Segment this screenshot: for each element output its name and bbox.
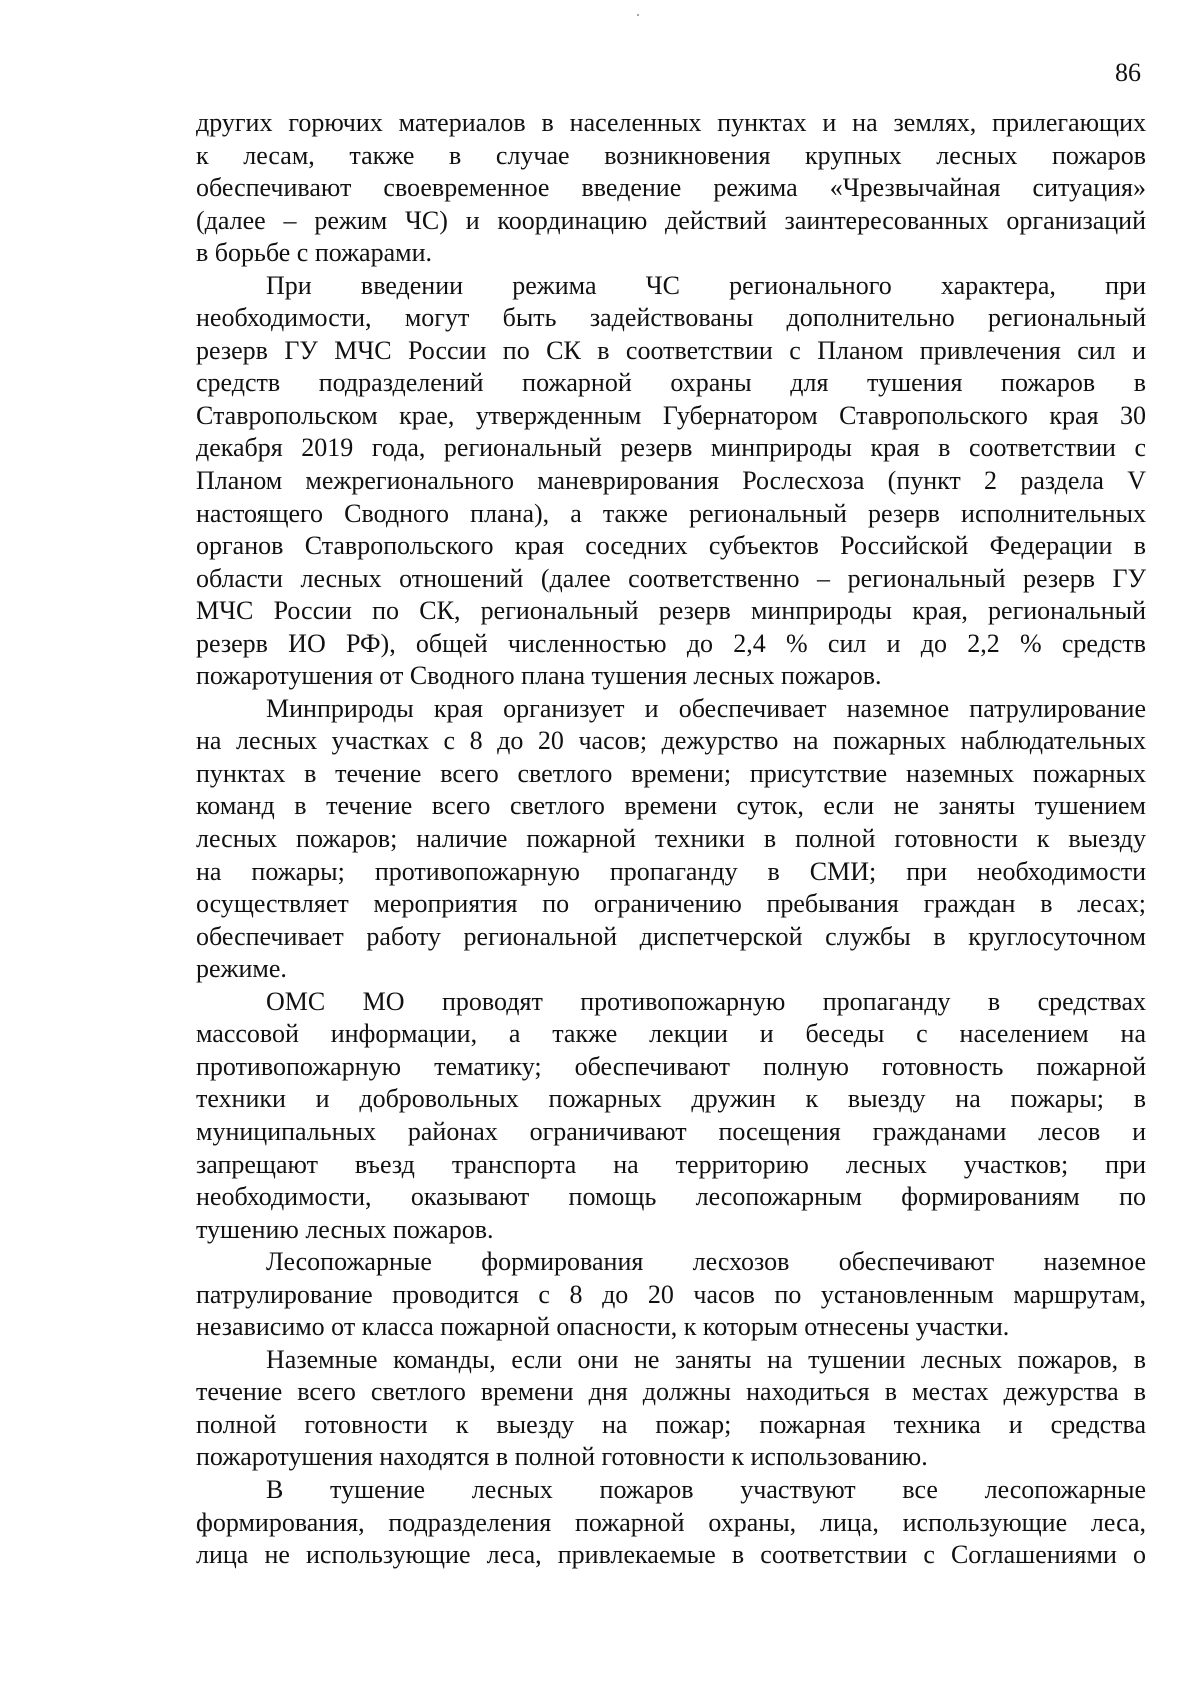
text-line: пожаротушения находятся в полной готовности к использованию. xyxy=(196,1442,928,1472)
text-line: резерв ГУ МЧС России по СК в соответствии с Планом привлечения сил и xyxy=(196,335,1146,365)
text-line: Минприроды края организует и обеспечивает наземное патрулирование xyxy=(266,693,1146,723)
text-line: полной готовности к выезду на пожар; пожарная техника и средства xyxy=(196,1409,1146,1439)
text-line: массовой информации, а также лекции и беседы с населением на xyxy=(196,1019,1146,1049)
text-line: обеспечивает работу региональной диспетчерской службы в круглосуточном xyxy=(196,921,1146,951)
text-line: в борьбе с пожарами. xyxy=(196,238,433,268)
text-line: МЧС России по СК, региональный резерв минприроды края, региональный xyxy=(196,596,1146,626)
text-line: тушению лесных пожаров. xyxy=(196,1214,494,1244)
text-line: осуществляет мероприятия по ограничению пребывания граждан в лесах; xyxy=(196,889,1146,919)
text-line: противопожарную тематику; обеспечивают полную готовность пожарной xyxy=(196,1051,1146,1081)
text-line: на лесных участках с 8 до 20 часов; дежурство на пожарных наблюдательных xyxy=(196,726,1146,756)
text-line: команд в течение всего светлого времени суток, если не заняты тушением xyxy=(196,791,1146,821)
text-line: При введении режима ЧС регионального характера, при xyxy=(266,270,1146,300)
text-line: запрещают въезд транспорта на территорию лесных участков; при xyxy=(196,1149,1146,1179)
text-line: пунктах в течение всего светлого времени; присутствие наземных пожарных xyxy=(196,758,1146,788)
text-line: В тушение лесных пожаров участвуют все лесопожарные xyxy=(266,1474,1146,1504)
text-line: настоящего Сводного плана), а также региональный резерв исполнительных xyxy=(196,498,1146,528)
text-line: на пожары; противопожарную пропаганду в СМИ; при необходимости xyxy=(196,856,1146,886)
page-number: 86 xyxy=(1115,58,1141,87)
text-line: резерв ИО РФ), общей численностью до 2,4 % сил и до 2,2 % средств xyxy=(196,628,1146,658)
text-line: независимо от класса пожарной опасности, к которым отнесены участки. xyxy=(196,1312,1010,1342)
text-line: декабря 2019 года, региональный резерв минприроды края в соответствии с xyxy=(196,433,1146,463)
text-line: Наземные команды, если они не заняты на тушении лесных пожаров, в xyxy=(266,1344,1146,1374)
text-line: обеспечивают своевременное введение режима «Чрезвычайная ситуация» xyxy=(196,173,1146,203)
text-line: необходимости, оказывают помощь лесопожарным формированиям по xyxy=(196,1182,1146,1212)
text-line: Планом межрегионального маневрирования Рослесхоза (пункт 2 раздела V xyxy=(196,466,1146,496)
body-text xyxy=(196,107,1146,1572)
text-line: патрулирование проводится с 8 до 20 часов по установленным маршрутам, xyxy=(196,1279,1146,1309)
text-line: других горючих материалов в населенных пунктах и на землях, прилегающих xyxy=(196,108,1146,137)
text-line: (далее – режим ЧС) и координацию действий заинтересованных организаций xyxy=(196,205,1146,235)
text-line: течение всего светлого времени дня должны находиться в местах дежурства в xyxy=(196,1377,1146,1407)
text-line: ОМС МО проводят противопожарную пропаганду в средствах xyxy=(266,986,1146,1016)
text-line: области лесных отношений (далее соответственно – региональный резерв ГУ xyxy=(196,563,1146,593)
text-line: необходимости, могут быть задействованы дополнительно региональный xyxy=(196,303,1146,333)
text-line: Лесопожарные формирования лесхозов обеспечивают наземное xyxy=(266,1247,1146,1277)
text-line: Ставропольском крае, утвержденным Губернатором Ставропольского края 30 xyxy=(196,400,1146,430)
text-line: пожаротушения от Сводного плана тушения лесных пожаров. xyxy=(196,661,882,691)
text-line: лица не использующие леса, привлекаемые в соответствии с Соглашениями о xyxy=(196,1540,1146,1570)
text-line: лесных пожаров; наличие пожарной техники в полной готовности к выезду xyxy=(196,824,1146,854)
text-line: средств подразделений пожарной охраны для тушения пожаров в xyxy=(196,368,1146,398)
scan-speck xyxy=(637,14,639,16)
text-line: муниципальных районах ограничивают посещения гражданами лесов и xyxy=(196,1116,1146,1146)
text-line: органов Ставропольского края соседних субъектов Российской Федерации в xyxy=(196,531,1146,561)
text-line: формирования, подразделения пожарной охраны, лица, использующие леса, xyxy=(196,1507,1146,1537)
text-line: техники и добровольных пожарных дружин к выезду на пожары; в xyxy=(196,1084,1146,1114)
text-line: к лесам, также в случае возникновения крупных лесных пожаров xyxy=(196,140,1146,170)
text-line: режиме. xyxy=(196,954,287,984)
